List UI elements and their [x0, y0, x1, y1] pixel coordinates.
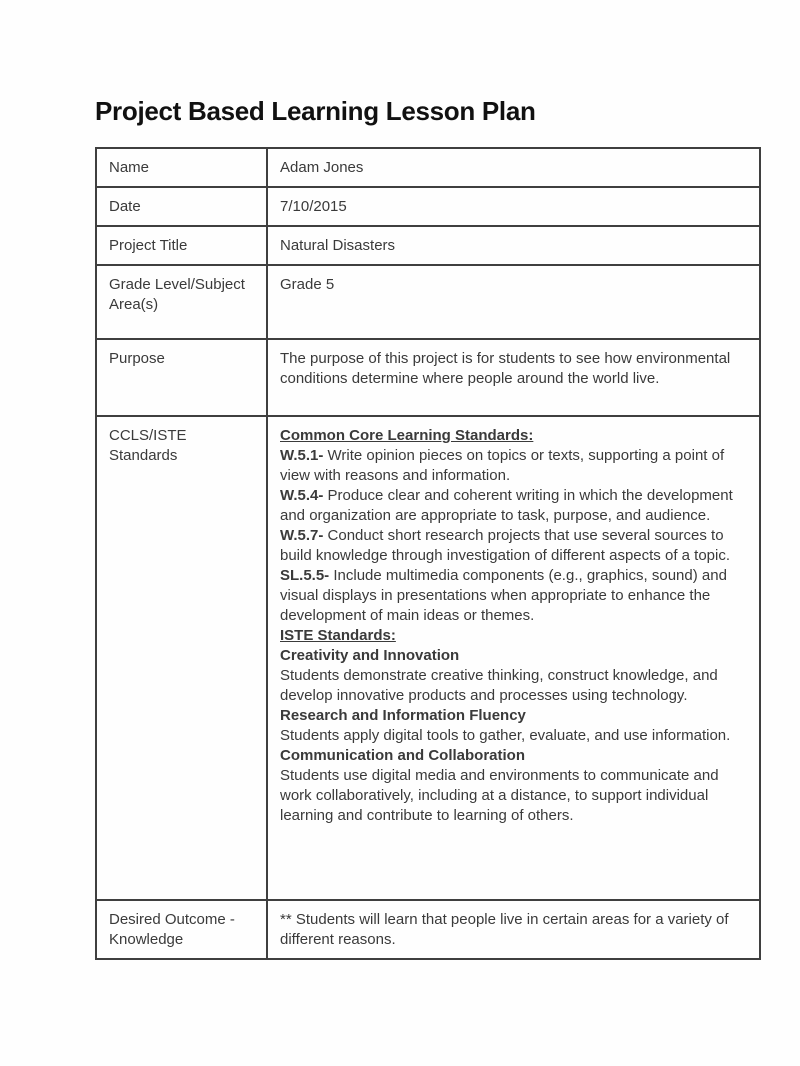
- row-label-date: Date: [96, 187, 267, 226]
- ccls-item-code: W.5.7-: [280, 527, 324, 544]
- iste-item-text: Students apply digital tools to gather, evaluate, and use information.: [280, 727, 731, 744]
- ccls-item-code: W.5.4-: [280, 487, 324, 504]
- row-label-desired-outcome: Desired Outcome - Knowledge: [96, 900, 267, 959]
- table-row-purpose: [96, 339, 760, 416]
- row-value-project-title: Natural Disasters: [267, 226, 760, 265]
- iste-item-text: Students use digital media and environments to communicate and work collaboratively, including at a distance, to support individual learning and contribute to learning of others.: [280, 767, 719, 824]
- row-label-grade-level: Grade Level/Subject Area(s): [96, 265, 267, 339]
- ccls-item-text: Conduct short research projects that use several sources to build knowledge through investigation of different aspects of a topic.: [280, 527, 731, 564]
- table-row-project-title: [96, 226, 760, 265]
- ccls-item-text: Produce clear and coherent writing in which the development and organization are appropriate to task, purpose, and audience.: [280, 487, 733, 524]
- row-label-purpose: Purpose: [96, 339, 267, 416]
- row-value-desired-outcome: ** Students will learn that people live in certain areas for a variety of different reasons.: [267, 900, 760, 959]
- table-row-date: [96, 187, 760, 226]
- ccls-item-code: SL.5.5-: [280, 567, 330, 584]
- lesson-plan-table: [95, 147, 761, 960]
- ccls-item: [280, 446, 747, 486]
- ccls-item-code: W.5.1-: [280, 447, 324, 464]
- ccls-item-text: Write opinion pieces on topics or texts, supporting a point of view with reasons and information.: [280, 447, 725, 484]
- ccls-item: [280, 526, 747, 566]
- ccls-item: [280, 486, 747, 526]
- ccls-item-text: Include multimedia components (e.g., graphics, sound) and visual displays in presentations when appropriate to enhance the development of main ideas or themes.: [280, 567, 727, 624]
- ccls-item: [280, 566, 747, 626]
- row-value-date: 7/10/2015: [267, 187, 760, 226]
- row-label-project-title: Project Title: [96, 226, 267, 265]
- iste-heading: ISTE Standards:: [280, 627, 396, 644]
- iste-item-title: Research and Information Fluency: [280, 707, 526, 724]
- table-row-standards: [96, 416, 760, 900]
- iste-item-title: Communication and Collaboration: [280, 747, 526, 764]
- page-title: Project Based Learning Lesson Plan: [95, 96, 536, 126]
- table-row-name: [96, 148, 760, 187]
- iste-item-title: Creativity and Innovation: [280, 647, 460, 664]
- ccls-heading: Common Core Learning Standards:: [280, 427, 534, 444]
- row-value-grade-level: Grade 5: [267, 265, 760, 339]
- row-value-purpose: The purpose of this project is for students to see how environmental conditions determine where people around the world live.: [267, 339, 760, 416]
- row-label-name: Name: [96, 148, 267, 187]
- row-label-standards: CCLS/ISTE Standards: [96, 416, 267, 900]
- iste-item-text: Students demonstrate creative thinking, construct knowledge, and develop innovative products and processes using technology.: [280, 667, 718, 704]
- table-row-grade-level: [96, 265, 760, 339]
- row-value-name: Adam Jones: [267, 148, 760, 187]
- table-row-desired-outcome: [96, 900, 760, 959]
- standards-cell: [267, 416, 760, 900]
